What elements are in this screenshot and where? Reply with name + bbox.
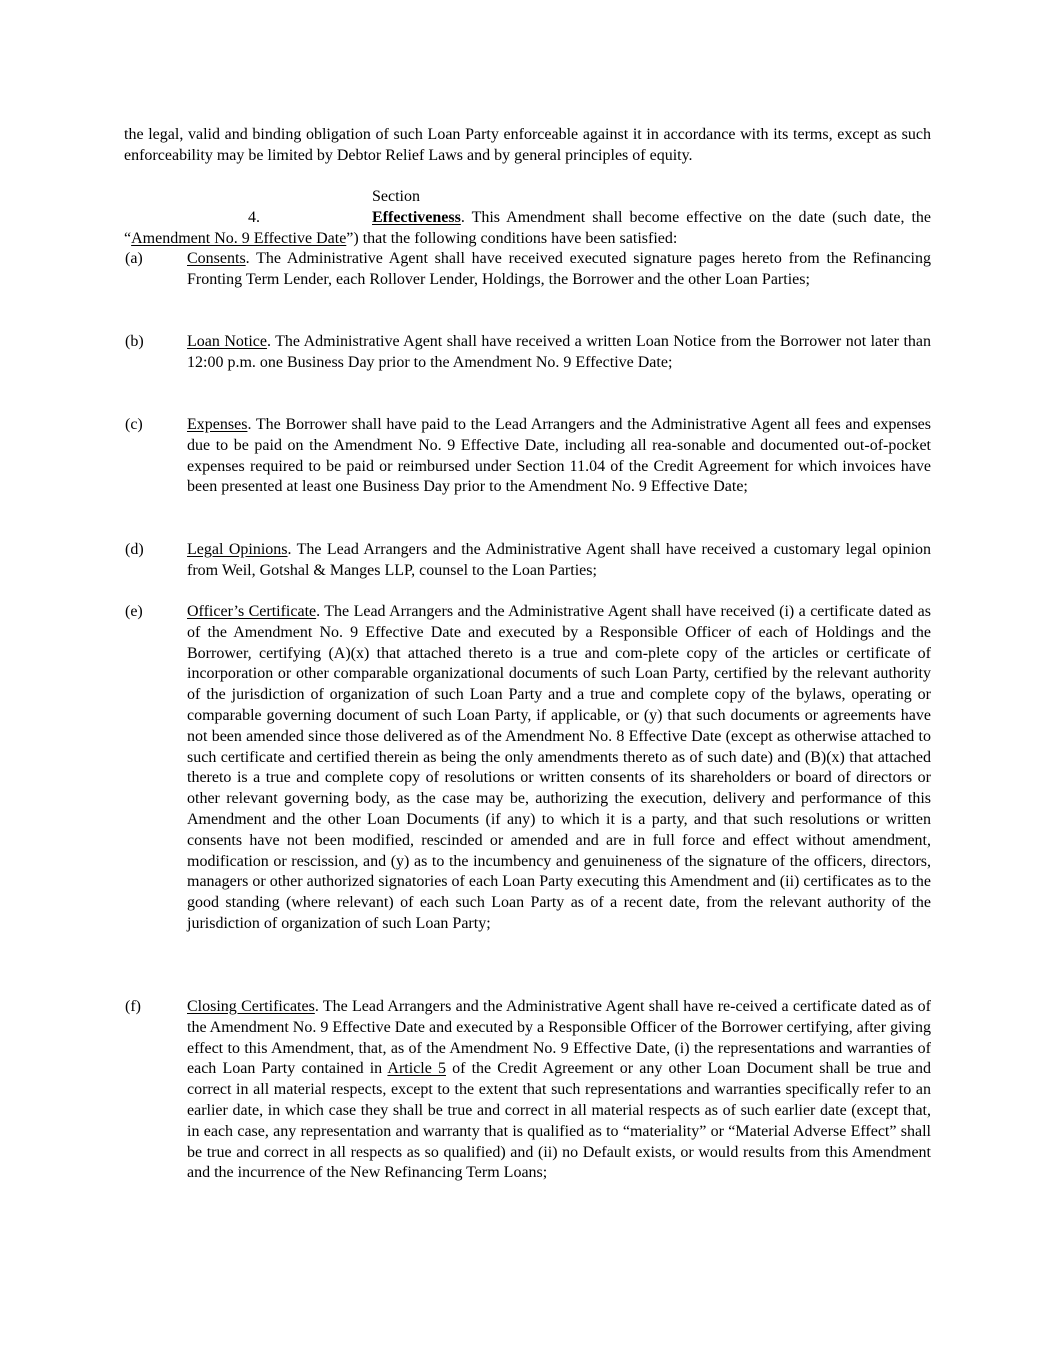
clause-c	[125, 415, 931, 498]
clause-e	[125, 602, 932, 935]
clause-f	[125, 997, 932, 1184]
clause-text: . The Lead Arrangers and the Administrative Agent shall have received a customary legal opinion from Weil, Gotshal & Manges LLP, counsel to the Loan Parties;	[187, 541, 932, 579]
clause-label: (c)	[125, 416, 143, 433]
clause-text: . The Administrative Agent shall have received a written Loan Notice from the Borrower not later than 12:00 p.m. one Business Day prior to the Amendment No. 9 Effective Date;	[187, 333, 932, 371]
clause-heading: Closing Certificates	[187, 998, 315, 1015]
clause-heading: Expenses	[187, 416, 248, 433]
intro-text: the legal, valid and binding obligation of such Loan Party enforceable against it in accordance with its terms, except as such enforceability may be limited by Debtor Relief Laws and by general principles of equity.	[124, 126, 931, 164]
clause-b	[125, 332, 932, 374]
defined-term: Amendment No. 9 Effective Date	[131, 229, 347, 247]
clause-label: (a)	[125, 250, 143, 267]
clause-text: . The Borrower shall have paid to the Lead Arrangers and the Administrative Agent all fees and expenses due to be paid on the Amendment No. 9 Effective Date, including all rea-sonable and documented out-of-pocket expenses required to be paid or reimbursed under Section 11.04 of the Credit Agreement for which invoices have been presented at least one Business Day prior to the Amendment No. 9 Effective Date;	[187, 416, 931, 496]
clause-heading: Consents	[187, 250, 246, 267]
clause-text-b: of the Credit Agreement or any other Loan Document shall be true and correct in all material respects, except to the extent that such representations and warranties specifically refer to an earlier date, in which case they shall be true and correct in all material respects as of such earlier date (except that, in each case, any representation and warranty that is qualified as to “materiality” or “Material Adverse Effect” shall be true and correct in all respects as so qualified) and (ii) no Default exists, or would results from this Amendment and the incurrence of the New Refinancing Term Loans;	[187, 1060, 931, 1182]
clause-a	[125, 249, 931, 291]
clause-label: (d)	[125, 541, 144, 558]
article-reference: Article 5	[387, 1060, 446, 1078]
clause-heading: Officer’s Certificate	[187, 603, 317, 620]
section-number: Section 4.	[248, 188, 420, 226]
section-text-a: . This Amendment shall become effective on the date (such date, the “	[124, 208, 931, 247]
clause-label: (f)	[125, 998, 141, 1015]
intro-paragraph	[124, 125, 931, 167]
clause-text: . The Administrative Agent shall have received executed signature pages hereto from the Refinancing Fronting Term Lender, each Rollover Lender, Holdings, the Borrower and the other Loan Parties;	[187, 250, 931, 288]
clause-text-a: . The Lead Arrangers and the Administrative Agent shall have re-ceived a certificate dated as of the Amendment No. 9 Effective Date and executed by a Responsible Officer of the Borrower certifying, after giving effect to this Amendment, that, as of the Amendment No. 9 Effective Date, (i) the representations and warranties of each Loan Party contained in	[187, 998, 932, 1078]
clause-label: (e)	[125, 603, 143, 620]
clause-heading: Loan Notice	[187, 333, 267, 350]
clause-text: . The Lead Arrangers and the Administrative Agent shall have received (i) a certificate dated as of the Amendment No. 9 Effective Date and executed by a Responsible Officer of each of Holdings and the Borrower, certifying (A)(x) that attached thereto is a true and com-plete copy of the articles or certificate of incorporation or other comparable organizational documents of such Loan Party, certified by the relevant authority of the jurisdiction of organization of such Loan Party and a true and complete copy of the bylaws, operating or comparable governing document of such Loan Party, if applicable, or (y) that such documents or agreements have not been amended since those delivered as of the Amendment No. 8 Effective Date (except as otherwise attached to such certificate and certified therein as being the only amendments thereto as of such date) and (B)(x) that attached thereto is a true and complete copy of resolutions or written consents of its shareholders or board of directors or other relevant governing body, as the case may be, authorizing the execution, delivery and performance of this Amendment and the other Loan Documents (if any) to which it is a party, and that such resolutions or written consents have not been modified, rescinded or amended and are in full force and effect without amendment, modification or rescission, and (y) as to the incumbency and genuineness of the signature of the officers, directors, managers or other authorized signatories of each Loan Party executing this Amendment and (ii) certificates as to the good standing (where relevant) of each such Loan Party as of a recent date, from the relevant authority of the jurisdiction of organization of such Loan Party;	[187, 603, 932, 932]
clause-d	[125, 540, 932, 582]
section-4-paragraph	[124, 187, 931, 249]
clause-label: (b)	[125, 333, 144, 350]
section-heading: Effectiveness	[372, 208, 461, 226]
section-text-b: ”) that the following conditions have been satisfied:	[346, 229, 678, 247]
clause-heading: Legal Opinions	[187, 541, 288, 558]
